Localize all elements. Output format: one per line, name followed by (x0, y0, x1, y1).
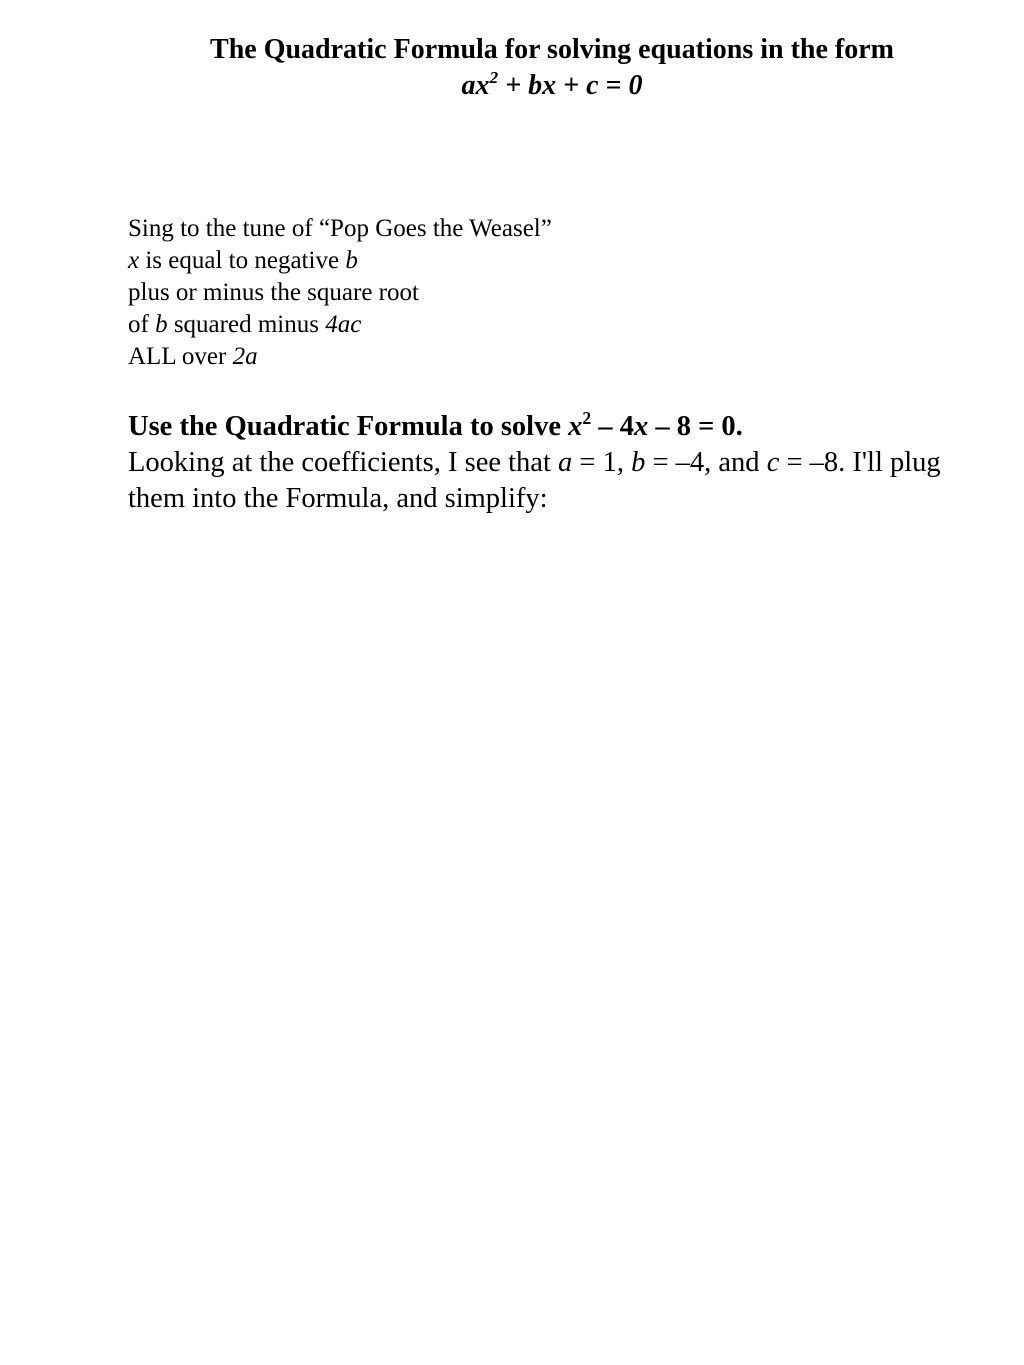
page-title (0, 32, 1024, 104)
explanation-t2: = 1, (572, 447, 632, 478)
problem-heading (128, 409, 958, 445)
song-var-4ac: 4ac (325, 311, 362, 338)
song-var-2a: 2a (232, 343, 258, 370)
problem-var-x: x (568, 411, 583, 442)
problem-heading-text: Use the Quadratic Formula to solve (128, 411, 569, 442)
eq-ax: ax (461, 70, 490, 101)
song-mnemonic (128, 213, 552, 373)
song-line-4-text: ALL over (128, 343, 233, 370)
problem-heading-end: – 8 = 0. (648, 411, 743, 442)
explanation-t1: Looking at the coefficients, I see that (128, 447, 558, 478)
coef-b: b (631, 447, 646, 478)
song-var-x: x (128, 247, 140, 274)
explanation-t4: = –8. I'll plug them into the Formula, and simplify: (128, 447, 941, 514)
explanation-t3: = –4, and (645, 447, 767, 478)
standard-form-equation (0, 68, 1024, 104)
problem-exponent: 2 (582, 407, 592, 428)
problem-var-x2: x (633, 411, 649, 442)
song-line-2: plus or minus the square root (128, 279, 419, 306)
song-line-1 (128, 245, 552, 277)
problem-heading-mid: – 4 (591, 411, 634, 442)
problem-explanation (128, 445, 958, 517)
song-var-b2: b (155, 311, 168, 338)
eq-rest: + bx + c = 0 (498, 70, 643, 101)
song-line-4 (128, 341, 552, 373)
song-intro: Sing to the tune of “Pop Goes the Weasel” (128, 215, 552, 242)
song-line-3 (128, 309, 552, 341)
coef-a: a (558, 447, 573, 478)
song-line-3-text: squared minus (167, 311, 326, 338)
title-text: The Quadratic Formula for solving equations in the form (210, 34, 894, 65)
song-line-3-pre: of (128, 311, 156, 338)
coef-c: c (766, 447, 780, 478)
eq-exponent: 2 (489, 67, 499, 87)
song-line-1-text: is equal to negative (139, 247, 346, 274)
example-problem (128, 409, 958, 517)
song-var-b: b (345, 247, 358, 274)
